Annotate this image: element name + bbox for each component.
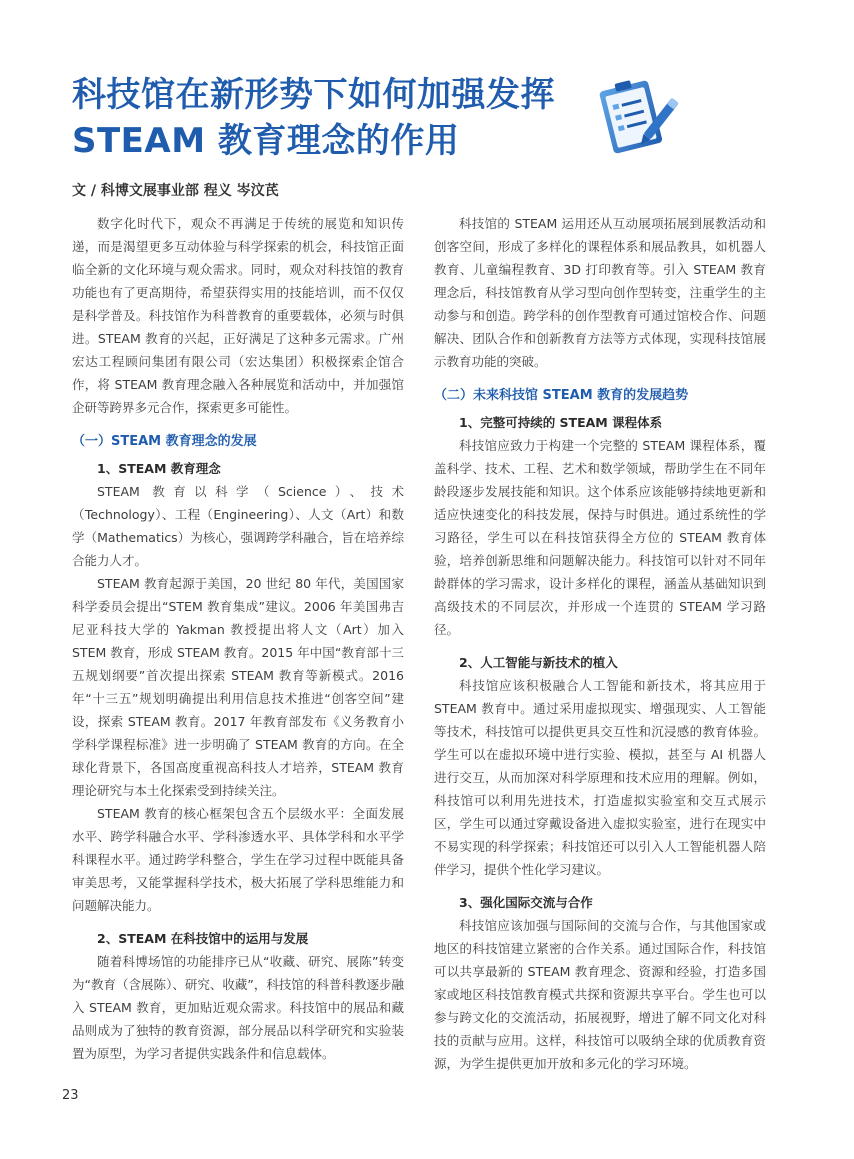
paragraph: 科技馆应致力于构建一个完整的 STEAM 课程体系，覆盖科学、技术、工程、艺术和数学领域，帮助学生在不同年龄段逐步发展技能和知识。这个体系应该能够持续地更新和适应快速变化的科技发展，保持与时俱进。通过系统性的学习路径，学生可以在科技馆获得全方位的 STEAM 教育体验，培养创新思维和问题解决能力。科技馆可以针对不同年龄群体的学习需求，设计多样化的课程，涵盖从基础知识到高级技术的不同层次，并形成一个连贯的 STEAM 学习路径。 (434, 438, 766, 637)
section-heading-1: （一）STEAM 教育理念的发展 (72, 434, 257, 449)
left-column (72, 212, 404, 1065)
paragraph: 科技馆应该加强与国际间的交流与合作，与其他国家或地区的科技馆建立紧密的合作关系。通过国际合作，科技馆可以共享最新的 STEAM 教育理念、资源和经验，打造多国家或地区科技馆教育模式共探和资源共享平台。学生也可以参与跨文化的交流活动，拓展视野，增进了解不同文化对科技的贡献与应用。这样，科技馆可以吸纳全球的优质教育资源，为学生提供更加开放和多元化的学习环境。 (434, 918, 766, 1071)
subheading-1: 1、STEAM 教育理念 (97, 461, 221, 476)
article-title (72, 72, 555, 164)
page-number: 23 (62, 1088, 79, 1103)
paragraph: 科技馆的 STEAM 运用还从互动展项拓展到展教活动和创客空间，形成了多样化的课程体系和展品教具，如机器人教育、儿童编程教育、3D 打印教育等。引入 STEAM 教育理念后，科技馆教育从学习型向创作型转变，注重学生的主动参与和创造。跨学科的创作型教育可通过馆校合作、问题解决、团队合作和创新教育方法等方式体现，实现科技馆展示教育功能的突破。 (434, 216, 766, 369)
title-line-2: STEAM 教育理念的作用 (72, 121, 460, 161)
section-heading-2: （二）未来科技馆 STEAM 教育的发展趋势 (434, 388, 689, 403)
paragraph: STEAM 教育起源于美国，20 世纪 80 年代，美国国家科学委员会提出“STEM 教育集成”建议。2006 年美国弗吉尼亚科技大学的 Yakman 教授提出将人文（Art）加入 STEM 教育，形成 STEAM 教育。2015 年中国“教育部十三五规划纲要”首次提出探索 STEAM 教育等新模式。2016 年“十三五”规划明确提出利用信息技术推进“创客空间”建设，探索 STEAM 教育。2017 年教育部发布《义务教育小学科学课程标准》进一步明确了 STEAM 教育的方向。在全球化背景下，各国高度重视高科技人才培养，STEAM 教育理论研究与本土化探索受到持续关注。 (72, 576, 404, 798)
intro-paragraph: 数字化时代下，观众不再满足于传统的展览和知识传递，而是渴望更多互动体验与科学探索的机会，科技馆正面临全新的文化环境与观众需求。同时，观众对科技馆的教育功能也有了更高期待，希望获得实用的技能培训，而不仅仅是科学普及。科技馆作为科普教育的重要载体，必须与时俱进。STEAM 教育的兴起，正好满足了这种多元需求。广州宏达工程顾问集团有限公司（宏达集团）积极探索企馆合作，将 STEAM 教育理念融入各种展览和活动中，并加强馆企研等跨界多元合作，探索更多可能性。 (72, 216, 404, 415)
subheading-5: 3、强化国际交流与合作 (459, 895, 593, 910)
paragraph: STEAM 教育以科学（Science）、技术（Technology）、工程（Engineering）、人文（Art）和数学（Mathematics）为核心，强调跨学科融合，旨在培养综合能力人才。 (72, 484, 404, 568)
subheading-3: 1、完整可持续的 STEAM 课程体系 (459, 415, 663, 430)
paragraph: 随着科博场馆的功能排序已从“收藏、研究、展陈”转变为“教育（含展陈）、研究、收藏”，科技馆的科普科教逐步融入 STEAM 教育，更加贴近观众需求。科技馆中的展品和藏品则成为了独特的教育资源，部分展品以科学研究和实验装置为原型，为学习者提供实践条件和信息载体。 (72, 954, 404, 1061)
title-line-1: 科技馆在新形势下如何加强发挥 (72, 75, 555, 115)
subheading-4: 2、人工智能与新技术的植入 (459, 655, 618, 670)
subheading-2: 2、STEAM 在科技馆中的运用与发展 (97, 931, 309, 946)
paragraph: 科技馆应该积极融合人工智能和新技术，将其应用于 STEAM 教育中。通过采用虚拟现实、增强现实、人工智能等技术，科技馆可以提供更具交互性和沉浸感的教育体验。学生可以在虚拟环境中进行实验、模拟，甚至与 AI 机器人进行交互，从而加深对科学原理和技术应用的理解。例如，科技馆可以利用先进技术，打造虚拟实验室和交互式展示区，学生可以通过穿戴设备进入虚拟实验室，进行在现实中不易实现的科学探索；科技馆还可以引入人工智能机器人陪伴学习，提供个性化学习建议。 (434, 678, 766, 877)
clipboard-pen-icon (590, 72, 680, 162)
byline: 文 / 科博文展事业部 程义 岑汶芪 (72, 183, 279, 199)
paragraph: STEAM 教育的核心框架包含五个层级水平：全面发展水平、跨学科融合水平、学科渗透水平、具体学科和水平学科课程水平。通过跨学科整合，学生在学习过程中既能具备审美思考，又能掌握科学技术，极大拓展了学科思维能力和问题解决能力。 (72, 806, 404, 913)
right-column (434, 212, 766, 1075)
